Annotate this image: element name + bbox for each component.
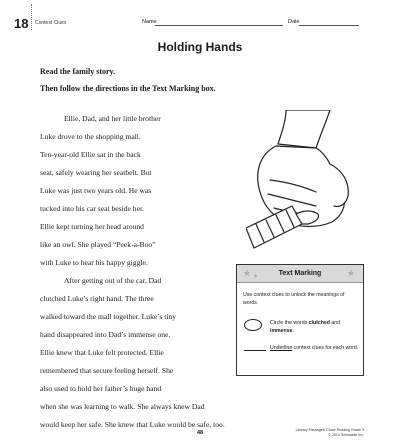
story-line: Luke was just two years old. He was <box>40 186 152 195</box>
star-icon: ★ <box>253 274 259 280</box>
target-word: clutched <box>308 320 330 326</box>
instruction-line: Read the family story. <box>40 67 116 76</box>
story-line: seat, safely wearing her seatbelt. But <box>40 168 152 177</box>
target-word: immense <box>270 328 293 335</box>
story-line: tucked into his car seat beside her. <box>40 204 144 213</box>
star-icon: ★ <box>243 268 252 278</box>
underline-rest: context clues for each word. <box>292 345 359 351</box>
story-line: when she was learning to walk. She always knew Dad <box>40 402 205 411</box>
circle-prefix: Circle the words <box>270 320 309 326</box>
story-line: Ellie kept turning her head around <box>40 222 144 231</box>
page-number-top: 18 <box>14 16 29 31</box>
text-marking-title: Text Marking <box>278 270 322 277</box>
story-line: Ten-year-old Ellie sat in the back <box>40 150 141 159</box>
hands-holding-illustration <box>246 110 374 250</box>
circle-mark-icon <box>244 319 262 331</box>
name-field-line <box>155 25 283 26</box>
page-number-bottom: 48 <box>196 430 204 436</box>
name-label: Name <box>142 19 157 25</box>
page-title: Holding Hands <box>157 40 243 54</box>
circle-and: and <box>329 320 341 326</box>
section-label: Context Clues <box>35 20 67 26</box>
story-line: remembered that secure feeling herself. She <box>40 366 174 375</box>
underline-label: Underline <box>270 345 293 351</box>
story-line: Ellie, Dad, and her little brother <box>64 114 161 123</box>
story-line: walked toward the mall together. Luke’s tiny <box>40 312 177 321</box>
story-line: would keep her safe. She knew that Luke would be safe, too. <box>40 420 225 429</box>
date-label: Date <box>288 19 300 25</box>
story-line: like an owl. She played “Peek-a-Boo” <box>40 240 156 249</box>
circle-instruction <box>270 319 360 335</box>
story-line: Ellie knew that Luke felt protected. Ellie <box>40 348 164 357</box>
story-line: hand disappeared into Dad’s immense one. <box>40 330 171 339</box>
story-line: After getting out of the car, Dad <box>64 276 162 285</box>
text-marking-header <box>237 265 363 283</box>
header-divider <box>31 4 32 30</box>
instruction-line: Then follow the directions in the Text Marking box. <box>40 84 216 93</box>
underline-mark-icon <box>244 350 266 351</box>
credit-line: © 2014 Scholastic Inc. <box>328 432 364 437</box>
date-field-line <box>299 25 359 26</box>
underline-instruction <box>270 344 360 352</box>
text-marking-box <box>236 264 364 376</box>
story-line: clutched Luke’s right hand. The three <box>40 294 154 303</box>
star-icon: ★ <box>347 268 356 278</box>
copyright-credit <box>296 428 364 437</box>
story-line: with Luke to hear his happy giggle. <box>40 258 148 267</box>
credit-line: Literary Passages: Close Reading Grade 3 <box>295 428 364 432</box>
story-line: Luke drove to the shopping mall. <box>40 132 141 141</box>
story-line: also used to hold her father’s huge hand <box>40 384 162 393</box>
text-marking-instruction: Use context clues to unlock the meanings of words. <box>243 292 345 306</box>
circle-end: . <box>292 328 294 335</box>
